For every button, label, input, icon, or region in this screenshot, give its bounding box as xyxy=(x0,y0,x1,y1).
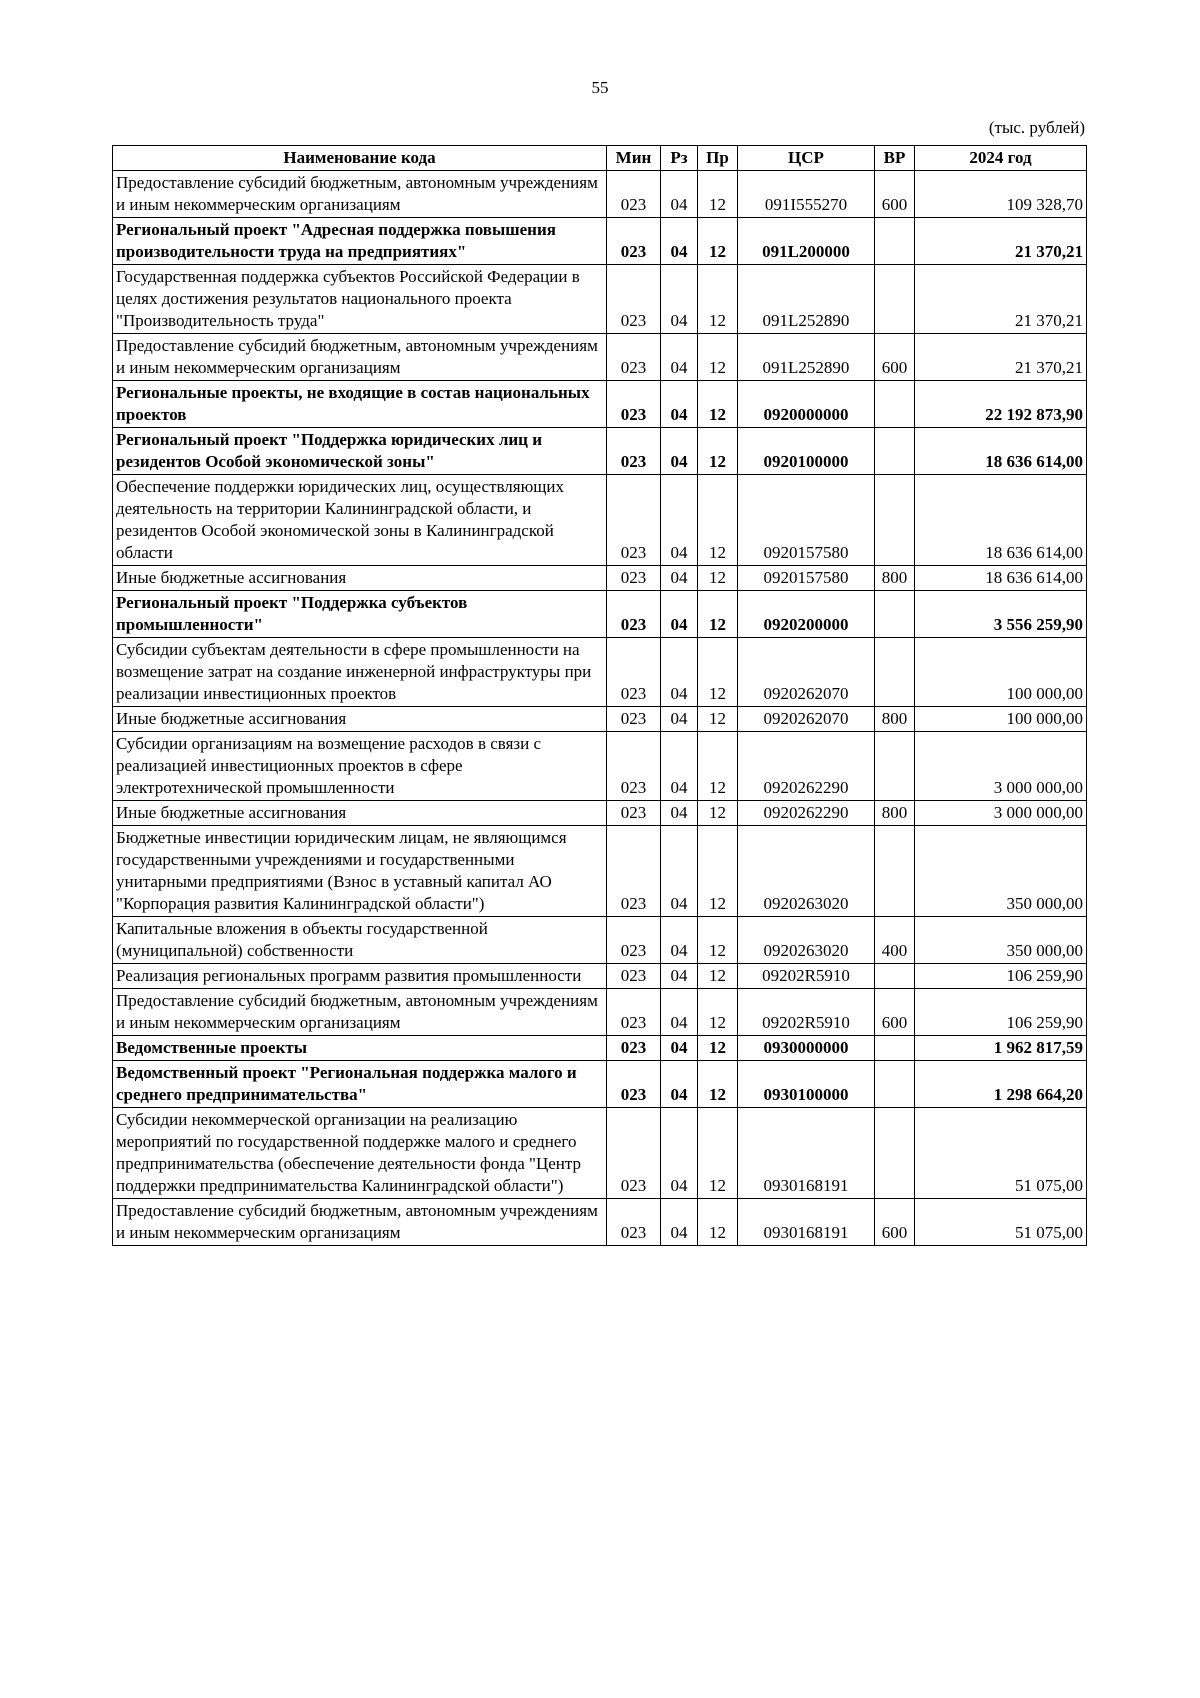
cell-pr: 12 xyxy=(698,428,738,475)
cell-name: Государственная поддержка субъектов Российской Федерации в целях достижения результатов национального проекта "Производительность труда" xyxy=(113,265,607,334)
cell-pr: 12 xyxy=(698,566,738,591)
table-row xyxy=(113,334,1087,381)
cell-rz: 04 xyxy=(661,1199,698,1246)
table-row xyxy=(113,707,1087,732)
cell-pr: 12 xyxy=(698,917,738,964)
cell-csr: 0920000000 xyxy=(738,381,875,428)
cell-name: Субсидии субъектам деятельности в сфере промышленности на возмещение затрат на создание инженерной инфраструктуры при реализации инвестиционных проектов xyxy=(113,638,607,707)
cell-min: 023 xyxy=(607,707,661,732)
cell-min: 023 xyxy=(607,475,661,566)
cell-csr: 091L252890 xyxy=(738,265,875,334)
cell-name: Субсидии организациям на возмещение расходов в связи с реализацией инвестиционных проектов в сфере электротехнической промышленности xyxy=(113,732,607,801)
header-row xyxy=(113,146,1087,171)
cell-min: 023 xyxy=(607,826,661,917)
cell-vr xyxy=(875,1108,915,1199)
cell-min: 023 xyxy=(607,917,661,964)
cell-amount: 18 636 614,00 xyxy=(915,475,1087,566)
header-vr: ВР xyxy=(875,146,915,171)
cell-vr: 800 xyxy=(875,707,915,732)
cell-csr: 0920157580 xyxy=(738,475,875,566)
cell-pr: 12 xyxy=(698,801,738,826)
budget-table xyxy=(112,145,1087,1246)
cell-min: 023 xyxy=(607,428,661,475)
cell-amount: 22 192 873,90 xyxy=(915,381,1087,428)
table-row xyxy=(113,566,1087,591)
cell-name: Региональный проект "Адресная поддержка повышения производительности труда на предприятиях" xyxy=(113,218,607,265)
cell-csr: 09202R5910 xyxy=(738,989,875,1036)
cell-min: 023 xyxy=(607,171,661,218)
cell-rz: 04 xyxy=(661,428,698,475)
cell-rz: 04 xyxy=(661,707,698,732)
cell-vr: 600 xyxy=(875,171,915,218)
cell-name: Предоставление субсидий бюджетным, автономным учреждениям и иным некоммерческим организациям xyxy=(113,989,607,1036)
cell-pr: 12 xyxy=(698,218,738,265)
cell-name: Обеспечение поддержки юридических лиц, осуществляющих деятельность на территории Калининградской области, и резидентов Особой экономической зоны в Калининградской области xyxy=(113,475,607,566)
cell-name: Предоставление субсидий бюджетным, автономным учреждениям и иным некоммерческим организациям xyxy=(113,334,607,381)
cell-pr: 12 xyxy=(698,1108,738,1199)
cell-vr xyxy=(875,591,915,638)
cell-csr: 0920262070 xyxy=(738,707,875,732)
cell-min: 023 xyxy=(607,591,661,638)
header-min: Мин xyxy=(607,146,661,171)
cell-rz: 04 xyxy=(661,381,698,428)
cell-amount: 51 075,00 xyxy=(915,1108,1087,1199)
cell-vr: 600 xyxy=(875,989,915,1036)
cell-pr: 12 xyxy=(698,1061,738,1108)
cell-pr: 12 xyxy=(698,1199,738,1246)
cell-min: 023 xyxy=(607,566,661,591)
table-row xyxy=(113,171,1087,218)
cell-name: Бюджетные инвестиции юридическим лицам, не являющимся государственными учреждениями и государственными унитарными предприятиями (Взнос в уставный капитал АО "Корпорация развития Калининградской области") xyxy=(113,826,607,917)
cell-min: 023 xyxy=(607,1036,661,1061)
table-row xyxy=(113,826,1087,917)
cell-name: Иные бюджетные ассигнования xyxy=(113,801,607,826)
table-row xyxy=(113,428,1087,475)
cell-min: 023 xyxy=(607,1199,661,1246)
cell-vr xyxy=(875,964,915,989)
cell-rz: 04 xyxy=(661,171,698,218)
cell-min: 023 xyxy=(607,265,661,334)
cell-min: 023 xyxy=(607,638,661,707)
header-year: 2024 год xyxy=(915,146,1087,171)
table-row xyxy=(113,1108,1087,1199)
cell-pr: 12 xyxy=(698,732,738,801)
cell-amount: 1 298 664,20 xyxy=(915,1061,1087,1108)
table-body xyxy=(113,171,1087,1246)
cell-name: Ведомственные проекты xyxy=(113,1036,607,1061)
cell-csr: 0920262290 xyxy=(738,801,875,826)
table-row xyxy=(113,1061,1087,1108)
cell-pr: 12 xyxy=(698,381,738,428)
cell-min: 023 xyxy=(607,964,661,989)
cell-rz: 04 xyxy=(661,1036,698,1061)
cell-csr: 0920262290 xyxy=(738,732,875,801)
cell-vr xyxy=(875,218,915,265)
cell-amount: 18 636 614,00 xyxy=(915,428,1087,475)
table-row xyxy=(113,475,1087,566)
cell-amount: 350 000,00 xyxy=(915,917,1087,964)
cell-rz: 04 xyxy=(661,265,698,334)
cell-rz: 04 xyxy=(661,732,698,801)
cell-rz: 04 xyxy=(661,917,698,964)
cell-pr: 12 xyxy=(698,638,738,707)
page-number: 55 xyxy=(591,78,609,97)
cell-amount: 106 259,90 xyxy=(915,989,1087,1036)
cell-amount: 109 328,70 xyxy=(915,171,1087,218)
header-name: Наименование кода xyxy=(113,146,607,171)
table-row xyxy=(113,989,1087,1036)
table-row xyxy=(113,1036,1087,1061)
cell-pr: 12 xyxy=(698,826,738,917)
cell-amount: 3 000 000,00 xyxy=(915,732,1087,801)
cell-min: 023 xyxy=(607,989,661,1036)
cell-vr xyxy=(875,826,915,917)
cell-pr: 12 xyxy=(698,964,738,989)
cell-name: Предоставление субсидий бюджетным, автономным учреждениям и иным некоммерческим организациям xyxy=(113,1199,607,1246)
cell-csr: 0930100000 xyxy=(738,1061,875,1108)
cell-amount: 21 370,21 xyxy=(915,218,1087,265)
cell-pr: 12 xyxy=(698,334,738,381)
cell-pr: 12 xyxy=(698,171,738,218)
cell-name: Субсидии некоммерческой организации на реализацию мероприятий по государственной поддержке малого и среднего предпринимательства (обеспечение деятельности фонда "Центр поддержки предпринимательства Калининградской области") xyxy=(113,1108,607,1199)
cell-csr: 091I555270 xyxy=(738,171,875,218)
cell-vr: 600 xyxy=(875,334,915,381)
cell-name: Региональный проект "Поддержка юридических лиц и резидентов Особой экономической зоны" xyxy=(113,428,607,475)
cell-csr: 0920157580 xyxy=(738,566,875,591)
cell-amount: 51 075,00 xyxy=(915,1199,1087,1246)
cell-name: Реализация региональных программ развития промышленности xyxy=(113,964,607,989)
cell-pr: 12 xyxy=(698,265,738,334)
cell-csr: 0930168191 xyxy=(738,1108,875,1199)
cell-amount: 100 000,00 xyxy=(915,638,1087,707)
cell-csr: 09202R5910 xyxy=(738,964,875,989)
cell-csr: 0920262070 xyxy=(738,638,875,707)
cell-amount: 1 962 817,59 xyxy=(915,1036,1087,1061)
cell-vr: 600 xyxy=(875,1199,915,1246)
cell-vr xyxy=(875,475,915,566)
table-row xyxy=(113,1199,1087,1246)
cell-vr xyxy=(875,732,915,801)
cell-min: 023 xyxy=(607,334,661,381)
cell-amount: 350 000,00 xyxy=(915,826,1087,917)
cell-min: 023 xyxy=(607,732,661,801)
cell-min: 023 xyxy=(607,381,661,428)
table-row xyxy=(113,801,1087,826)
cell-vr xyxy=(875,638,915,707)
cell-min: 023 xyxy=(607,1061,661,1108)
cell-rz: 04 xyxy=(661,964,698,989)
cell-csr: 0920263020 xyxy=(738,917,875,964)
cell-rz: 04 xyxy=(661,475,698,566)
cell-name: Иные бюджетные ассигнования xyxy=(113,566,607,591)
cell-amount: 18 636 614,00 xyxy=(915,566,1087,591)
header-rz: Рз xyxy=(661,146,698,171)
cell-vr xyxy=(875,265,915,334)
cell-csr: 0920263020 xyxy=(738,826,875,917)
table-row xyxy=(113,218,1087,265)
table-row xyxy=(113,964,1087,989)
cell-csr: 0920200000 xyxy=(738,591,875,638)
cell-vr xyxy=(875,381,915,428)
cell-amount: 100 000,00 xyxy=(915,707,1087,732)
header-csr: ЦСР xyxy=(738,146,875,171)
cell-rz: 04 xyxy=(661,218,698,265)
cell-csr: 0930000000 xyxy=(738,1036,875,1061)
cell-vr xyxy=(875,1061,915,1108)
table-row xyxy=(113,265,1087,334)
table-row xyxy=(113,591,1087,638)
cell-rz: 04 xyxy=(661,989,698,1036)
cell-rz: 04 xyxy=(661,334,698,381)
table-header xyxy=(113,146,1087,171)
table-row xyxy=(113,917,1087,964)
cell-pr: 12 xyxy=(698,475,738,566)
table-row xyxy=(113,381,1087,428)
cell-name: Иные бюджетные ассигнования xyxy=(113,707,607,732)
cell-csr: 091L252890 xyxy=(738,334,875,381)
cell-min: 023 xyxy=(607,801,661,826)
cell-name: Ведомственный проект "Региональная поддержка малого и среднего предпринимательства" xyxy=(113,1061,607,1108)
cell-vr: 800 xyxy=(875,801,915,826)
cell-csr: 0920100000 xyxy=(738,428,875,475)
cell-vr: 800 xyxy=(875,566,915,591)
table-row xyxy=(113,638,1087,707)
cell-pr: 12 xyxy=(698,591,738,638)
cell-csr: 091L200000 xyxy=(738,218,875,265)
cell-rz: 04 xyxy=(661,638,698,707)
table-row xyxy=(113,732,1087,801)
cell-vr xyxy=(875,1036,915,1061)
cell-amount: 21 370,21 xyxy=(915,334,1087,381)
cell-name: Региональные проекты, не входящие в состав национальных проектов xyxy=(113,381,607,428)
cell-vr: 400 xyxy=(875,917,915,964)
cell-min: 023 xyxy=(607,218,661,265)
cell-min: 023 xyxy=(607,1108,661,1199)
cell-pr: 12 xyxy=(698,707,738,732)
cell-pr: 12 xyxy=(698,989,738,1036)
cell-amount: 106 259,90 xyxy=(915,964,1087,989)
cell-rz: 04 xyxy=(661,1061,698,1108)
cell-rz: 04 xyxy=(661,566,698,591)
cell-vr xyxy=(875,428,915,475)
cell-rz: 04 xyxy=(661,1108,698,1199)
cell-name: Региональный проект "Поддержка субъектов промышленности" xyxy=(113,591,607,638)
cell-amount: 3 556 259,90 xyxy=(915,591,1087,638)
cell-name: Предоставление субсидий бюджетным, автономным учреждениям и иным некоммерческим организациям xyxy=(113,171,607,218)
units-label: (тыс. рублей) xyxy=(988,118,1085,137)
cell-rz: 04 xyxy=(661,591,698,638)
cell-pr: 12 xyxy=(698,1036,738,1061)
header-pr: Пр xyxy=(698,146,738,171)
cell-csr: 0930168191 xyxy=(738,1199,875,1246)
cell-rz: 04 xyxy=(661,826,698,917)
cell-amount: 3 000 000,00 xyxy=(915,801,1087,826)
cell-name: Капитальные вложения в объекты государственной (муниципальной) собственности xyxy=(113,917,607,964)
cell-rz: 04 xyxy=(661,801,698,826)
cell-amount: 21 370,21 xyxy=(915,265,1087,334)
